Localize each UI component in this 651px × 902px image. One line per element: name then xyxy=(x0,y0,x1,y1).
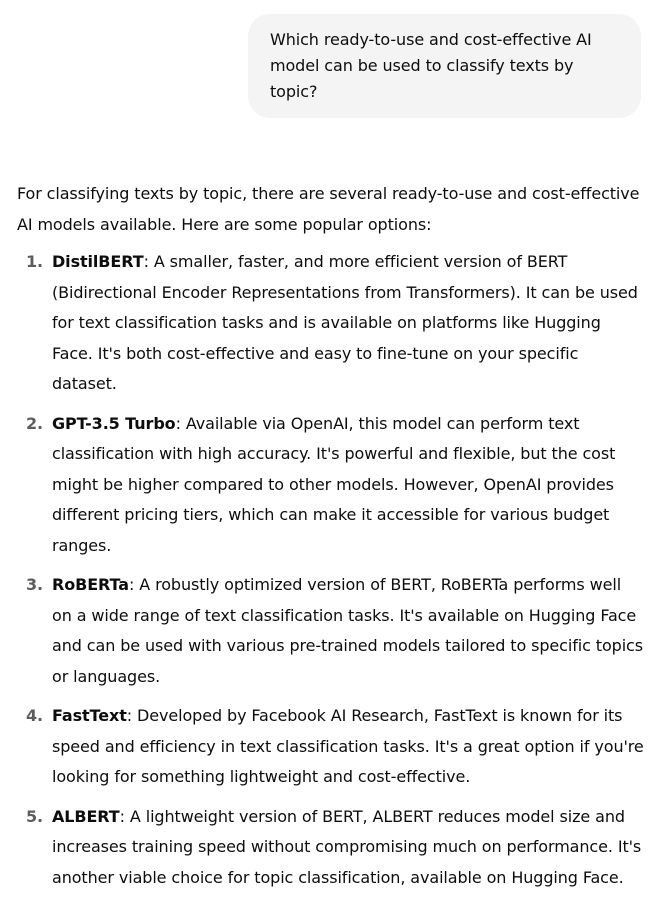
user-message-bubble: Which ready-to-use and cost-effective AI model can be used to classify texts by topic? xyxy=(248,14,641,118)
list-item xyxy=(17,247,645,400)
list-item-number: 1. xyxy=(26,252,44,271)
list-item-number: 2. xyxy=(26,413,44,433)
list-item xyxy=(17,701,645,793)
list-item xyxy=(17,409,645,562)
model-name-fasttext: FastText xyxy=(52,706,127,725)
model-name-albert: ALBERT xyxy=(52,806,120,826)
list-item-number: 4. xyxy=(26,706,44,725)
model-name-gpt-3-5-turbo: GPT-3.5 Turbo xyxy=(52,413,176,433)
assistant-message xyxy=(17,179,645,902)
list-item-number: 3. xyxy=(26,575,44,594)
model-description: : Available via OpenAI, this model can perform text classification with high accuracy. It's powerful and flexible, but the cost might be higher compared to other models. However, OpenAI provides different pricing tiers, which can make it accessible for various budget ranges. xyxy=(52,413,616,555)
model-description: : A smaller, faster, and more efficient version of BERT (Bidirectional Encoder Representations from Transformers). It can be used for text classification tasks and is available on platforms like Hugging Face. It's both cost-effective and easy to fine-tune on your specific dataset. xyxy=(52,252,638,393)
model-description: : A lightweight version of BERT, ALBERT reduces model size and increases training speed without compromising much on performance. It's another viable choice for topic classification, available on Hugging Face. xyxy=(52,806,642,887)
model-options-list xyxy=(17,247,645,893)
model-name-distilbert: DistilBERT xyxy=(52,252,144,271)
list-item xyxy=(17,802,645,894)
model-name-roberta: RoBERTa xyxy=(52,575,129,594)
model-description: : A robustly optimized version of BERT, RoBERTa performs well on a wide range of text classification tasks. It's available on Hugging Face and can be used with various pre-trained models tailored to specific topics or languages. xyxy=(52,575,643,686)
list-item-number: 5. xyxy=(26,806,44,826)
user-message-row xyxy=(248,14,641,118)
assistant-intro: For classifying texts by topic, there are several ready-to-use and cost-effective AI models available. Here are some popular options: xyxy=(17,184,640,234)
list-item xyxy=(17,570,645,692)
model-description: : Developed by Facebook AI Research, FastText is known for its speed and efficiency in text classification tasks. It's a great option if you're looking for something lightweight and cost-effective. xyxy=(52,706,644,786)
